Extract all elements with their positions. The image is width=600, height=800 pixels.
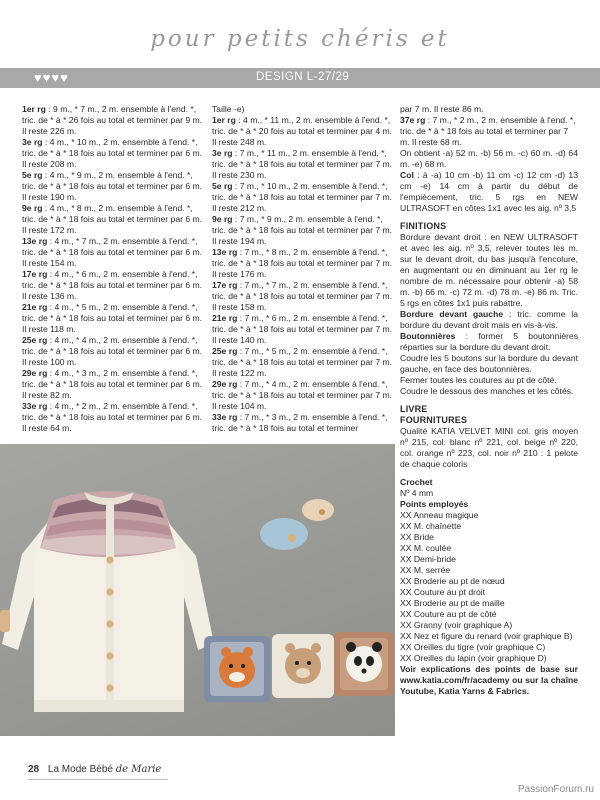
bordure-gauche: Bordure devant gauche : tric. comme la bordure du devant droit mais en vis-à-vis. [400, 309, 578, 330]
row-instruction: 3e rg : 4 m., * 10 m., 2 m. ensemble à l'end. *, tric. de * à * 18 fois au total et terminer par 6 m. Il reste 208 m. [22, 137, 203, 169]
hearts-decoration [34, 70, 68, 86]
point-item: XX Demi-bride [400, 554, 456, 564]
row-instruction: 9e rg : 4 m., * 8 m., 2 m. ensemble à l'end. *, tric. de * à * 18 fois au total et terminer par 6 m. Il reste 172 m. [22, 203, 203, 235]
finitions-heading: FINITIONS [400, 221, 447, 231]
row-instruction: 29e rg : 4 m., * 3 m., 2 m. ensemble à l'end. *, tric. de * à * 18 fois au total et terminer par 6 m. Il reste 82 m. [22, 368, 203, 400]
panda-square [334, 632, 394, 696]
point-item: XX Bride [400, 532, 434, 542]
row-instruction: 13e rg : 7 m., * 8 m., 2 m. ensemble à l'end. *, tric. de * à * 18 fois au total et terminer par 7 m. Il reste 176 m. [212, 247, 393, 279]
row-instruction: 17e rg : 4 m., * 6 m., 2 m. ensemble à l'end. *, tric. de * à * 18 fois au total et terminer par 6 m. Il reste 136 m. [22, 269, 203, 301]
heart-icon: ♥ [42, 70, 51, 85]
heart-icon: ♥ [60, 70, 68, 85]
row-instruction: 13e rg : 4 m., * 7 m., 2 m. ensemble à l'end. *, tric. de * à * 18 fois au total et terminer par 6 m. Il reste 154 m. [22, 236, 203, 268]
row-instruction: 33e rg : 7 m., * 3 m., 2 m. ensemble à l'end. *, tric. de * à * 18 fois au total et terminer [212, 412, 388, 433]
point-item: XX Anneau magique [400, 510, 479, 520]
row-instruction: 3e rg : 7 m., * 11 m., 2 m. ensemble à l'end. *, tric. de * à * 18 fois au total et terminer par 7 m. Il reste 230 m. [212, 148, 393, 180]
voir-explications: Voir explications des points de base sur www.katia.com/fr/academy ou sur la chaîne Youtube, Katia Yarns & Fabrics. [400, 664, 578, 696]
stitch-count: On obtient -a) 52 m. -b) 56 m. -c) 60 m. -d) 64 m. -e) 68 m. [400, 148, 578, 169]
elephant-toy [260, 518, 308, 550]
row-instruction: 1er rg : 4 m., * 11 m., 2 m. ensemble à l'end. *, tric. de * à * 20 fois au total et terminer par 4 m. Il reste 248 m. [212, 115, 393, 147]
point-item: XX Couture au pt de côté [400, 609, 497, 619]
livre-heading: LIVRE [400, 404, 428, 414]
row-instruction: 25e rg : 7 m., * 5 m., 2 m. ensemble à l'end. *, tric. de * à * 18 fois au total et terminer par 7 m. Il reste 122 m. [212, 346, 393, 378]
point-item: XX Nez et figure du renard (voir graphique B) [400, 631, 573, 641]
fournitures-heading: FOURNITURES [400, 415, 468, 425]
row-instruction: 25e rg : 4 m., * 4 m., 2 m. ensemble à l'end. *, tric. de * à * 18 fois au total et terminer par 6 m. Il reste 100 m. [22, 335, 203, 367]
row-instruction: 21e rg : 4 m., * 5 m., 2 m. ensemble à l'end. *, tric. de * à * 18 fois au total et terminer par 6 m. Il reste 118 m. [22, 302, 203, 334]
qualite-text: Qualité KATIA VELVET MINI col. gris moyen nº 215, col. blanc nº 221, col. beige nº 220, col. orange nº 223, col. noir nº 210 : 1 pelote de chaque coloris [400, 426, 578, 469]
footer-divider [28, 779, 168, 780]
row-instruction: 29e rg : 7 m., * 4 m., 2 m. ensemble à l'end. *, tric. de * à * 18 fois au total et terminer par 7 m. Il reste 104 m. [212, 379, 393, 411]
bear-square [272, 634, 334, 698]
point-item: XX M. chaînette [400, 521, 462, 531]
crochet-heading: Crochet [400, 477, 433, 487]
wooden-toy-left [0, 610, 10, 632]
row-instruction: 17e rg : 7 m., * 7 m., 2 m. ensemble à l'end. *, tric. de * à * 18 fois au total et terminer par 7 m. Il reste 158 m. [212, 280, 393, 312]
page-footer [28, 764, 161, 775]
header-band [0, 68, 600, 88]
point-item: XX Oreilles du lapin (voir graphique D) [400, 653, 547, 663]
fermer-coutures: Fermer toutes les coutures au pt de côté. [400, 375, 557, 385]
row-instruction: 1er rg : 9 m., * 7 m., 2 m. ensemble à l'end. *, tric. de * à * 26 fois au total et terminer par 9 m. Il reste 226 m. [22, 104, 203, 136]
cardigan-illustration [2, 491, 214, 712]
watermark: PassionForum.ru [517, 784, 594, 795]
point-item: XX Oreilles du tigre (voir graphique C) [400, 642, 546, 652]
size-heading: Taille -e) [212, 104, 245, 114]
row-instruction: 37e rg : 7 m., * 2 m., 2 m. ensemble à l'end. *, tric. de * à * 18 fois au total et terminer par 7 m. Il reste 68 m. [400, 115, 576, 147]
point-item: XX Broderie au pt de maille [400, 598, 505, 608]
point-item: XX Broderie au pt de nœud [400, 576, 505, 586]
point-item: XX M. serrée [400, 565, 451, 575]
continued-text: par 7 m. Il reste 86 m. [400, 104, 484, 114]
row-instruction: 9e rg : 7 m., * 9 m., 2 m. ensemble à l'end. *, tric. de * à * 18 fois au total et terminer par 7 m. Il reste 194 m. [212, 214, 393, 246]
page-number: 28 [28, 764, 40, 775]
point-item: XX Couture au pt droit [400, 587, 486, 597]
heart-icon: ♥ [34, 70, 42, 85]
row-instruction: 5e rg : 7 m., * 10 m., 2 m. ensemble à l'end. *, tric. de * à * 18 fois au total et terminer par 7 m. Il reste 212 m. [212, 181, 393, 213]
tiger-square [204, 636, 270, 702]
bordure-droit: Bordure devant droit : en NEW ULTRASOFT et avec les aig. nº 3,5, relever toutes les m. sur le devant droit, du bas jusqu'à l'encolure, en augmentant ou en diminuant au 1er rg le nombre de m. nécessaire pour obtenir -a) 58 m. -b) 66 m. -c) 72 m. -d) 78 m. -e) 86 m. Tric. 5 rgs en côtes 1x1 puis rabattre. [400, 232, 578, 308]
heart-icon: ♥ [51, 70, 60, 85]
coudre-boutons: Coudre les 5 boutons sur la bordure du devant gauche, en face des boutonnières. [400, 353, 578, 374]
header-script-title: pour petits chéris et [150, 26, 450, 52]
crochet-value: Nº 4 mm [400, 488, 434, 498]
boutonnieres: Boutonnières : former 5 boutonnières réparties sur la bordure du devant droit. [400, 331, 578, 352]
magazine-name: La Mode Bébé [47, 764, 113, 775]
row-instruction: 21e rg : 7 m., * 6 m., 2 m. ensemble à l'end. *, tric. de * à * 18 fois au total et terminer par 7 m. Il reste 140 m. [212, 313, 393, 345]
coudre-dessous: Coudre le dessous des manches et les côtés. [400, 386, 574, 396]
point-item: XX M. coulée [400, 543, 452, 553]
magazine-name-script: de Marie [115, 764, 162, 775]
dog-toy [302, 499, 334, 521]
point-item: XX Granny (voir graphique A) [400, 620, 513, 630]
col-instruction: Col : à -a) 10 cm -b) 11 cm -c) 12 cm -d) 13 cm -e) 14 cm à partir du début de l'empiècement, tric. 5 rgs en NEW ULTRASOFT en côtes 1x1 avec les aig. nº 3,5 [400, 170, 578, 213]
column-1 [22, 104, 204, 434]
design-label: DESIGN L-27/29 [256, 71, 350, 83]
product-photo [0, 444, 395, 736]
column-2 [212, 104, 394, 434]
points-heading: Points employés [400, 499, 469, 509]
column-3 [400, 104, 578, 697]
row-instruction: 5e rg : 4 m., * 9 m., 2 m. ensemble à l'end. *, tric. de * à * 18 fois au total et terminer par 6 m. Il reste 190 m. [22, 170, 203, 202]
row-instruction: 33e rg : 4 m., * 2 m., 2 m. ensemble à l'end. *, tric. de * à * 18 fois au total et terminer par 6 m. Il reste 64 m. [22, 401, 203, 433]
